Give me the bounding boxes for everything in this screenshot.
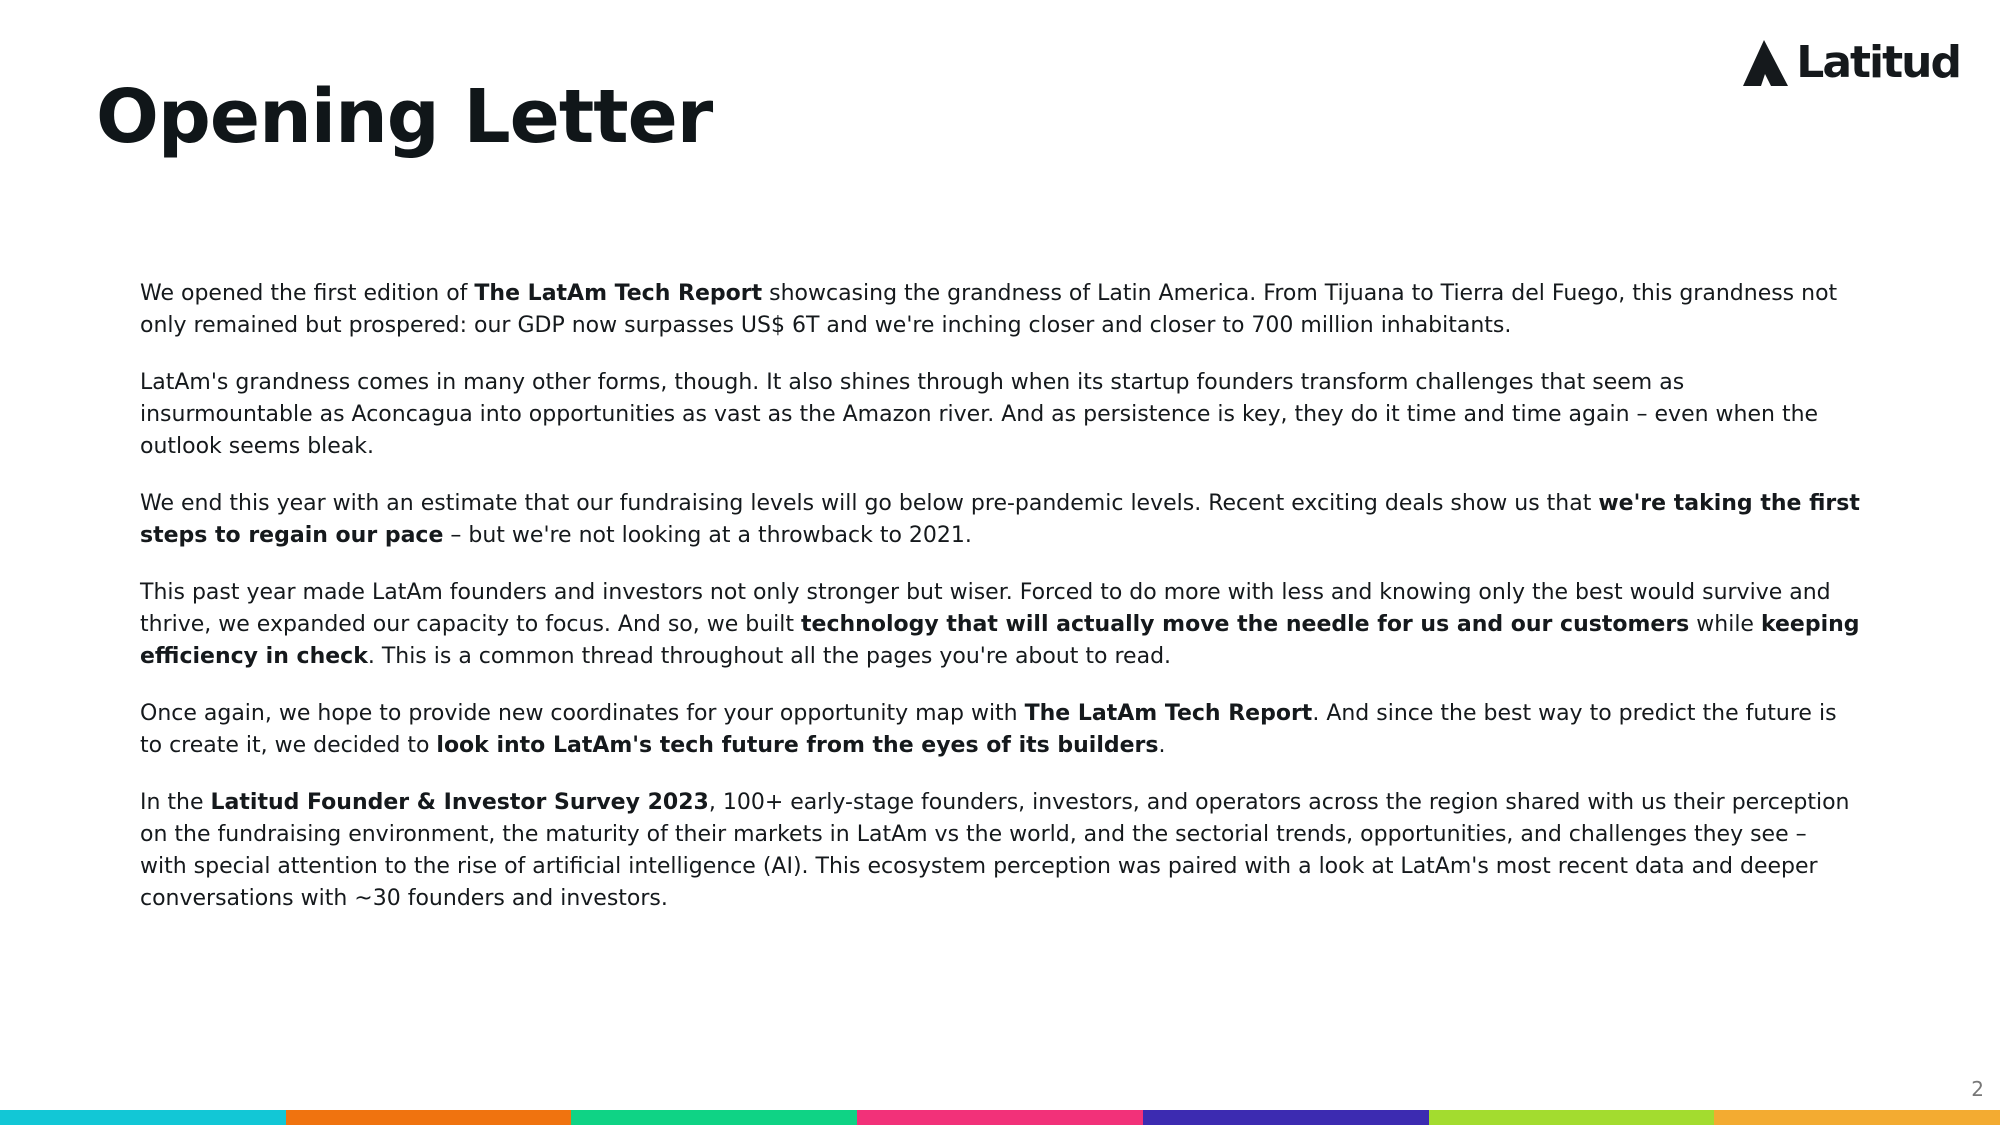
text-run: – but we're not looking at a throwback to 2021. — [443, 523, 972, 548]
bold-text: Latitud Founder & Investor Survey 2023 — [210, 790, 709, 815]
text-run: In the — [140, 790, 211, 815]
stripe-segment — [1143, 1110, 1429, 1125]
text-run: , 100+ early-stage founders, investors, and operators across the region shared with us their perception on the fundraising environment, the maturity of their markets in LatAm vs the world, and the sectorial trends, opportunities, and challenges they see – with special attention to the rise of artificial intelligence (AI). This ecosystem perception was paired with a look at LatAm's most recent data and deeper conversations with ~30 founders and investors. — [140, 790, 1850, 911]
letter-paragraph — [140, 698, 1860, 762]
page-number: 2 — [1971, 1077, 1984, 1101]
text-run: . And since the best way to predict the future is to create it, we decided to — [140, 701, 1837, 758]
bold-text: technology that will actually move the needle for us and our customers — [801, 612, 1690, 637]
stripe-segment — [857, 1110, 1143, 1125]
text-run: . This is a common thread throughout all the pages you're about to read. — [367, 644, 1172, 669]
letter-body — [140, 278, 1860, 940]
bold-text: keeping efficiency in check — [140, 612, 1860, 669]
bold-text: The LatAm Tech Report — [1024, 701, 1313, 726]
letter-paragraph — [140, 577, 1860, 673]
letter-paragraph — [140, 488, 1860, 552]
text-run: showcasing the grandness of Latin America. From Tijuana to Tierra del Fuego, this grandness not only remained but prospered: our GDP now surpasses US$ 6T and we're inching closer and closer to 700 million inhabitants. — [140, 281, 1838, 338]
stripe-segment — [571, 1110, 857, 1125]
latitud-logo-text: Latitud — [1796, 37, 1960, 88]
stripe-segment — [1429, 1110, 1715, 1125]
letter-paragraph — [140, 278, 1860, 342]
stripe-segment — [286, 1110, 572, 1125]
text-run: LatAm's grandness comes in many other forms, though. It also shines through when its startup founders transform challenges that seem as insurmountable as Aconcagua into opportunities as vast as the Amazon river. And as persistence is key, they do it time and time again – even when the outlook seems bleak. — [140, 370, 1819, 459]
text-run: We opened the first edition of — [140, 281, 475, 306]
stripe-segment — [1714, 1110, 2000, 1125]
footer-color-stripe — [0, 1110, 2000, 1125]
text-run: . — [1158, 733, 1166, 758]
text-run: This past year made LatAm founders and investors not only stronger but wiser. Forced to do more with less and knowing only the best would survive and thrive, we expanded our capacity to focus. And so, we built — [140, 580, 1831, 637]
page-title: Opening Letter — [96, 74, 713, 160]
bold-text: The LatAm Tech Report — [474, 281, 763, 306]
text-run: while — [1689, 612, 1761, 637]
bold-text: we're taking the first steps to regain our pace — [140, 491, 1860, 548]
stripe-segment — [0, 1110, 286, 1125]
latitud-logo-mark-icon — [1742, 40, 1790, 86]
letter-paragraph — [140, 787, 1860, 915]
text-run: We end this year with an estimate that our fundraising levels will go below pre-pandemic levels. Recent exciting deals show us that — [140, 491, 1599, 516]
letter-paragraph — [140, 367, 1860, 463]
bold-text: look into LatAm's tech future from the eyes of its builders — [436, 733, 1159, 758]
text-run: Once again, we hope to provide new coordinates for your opportunity map with — [140, 701, 1025, 726]
latitud-logo — [1742, 37, 1960, 88]
